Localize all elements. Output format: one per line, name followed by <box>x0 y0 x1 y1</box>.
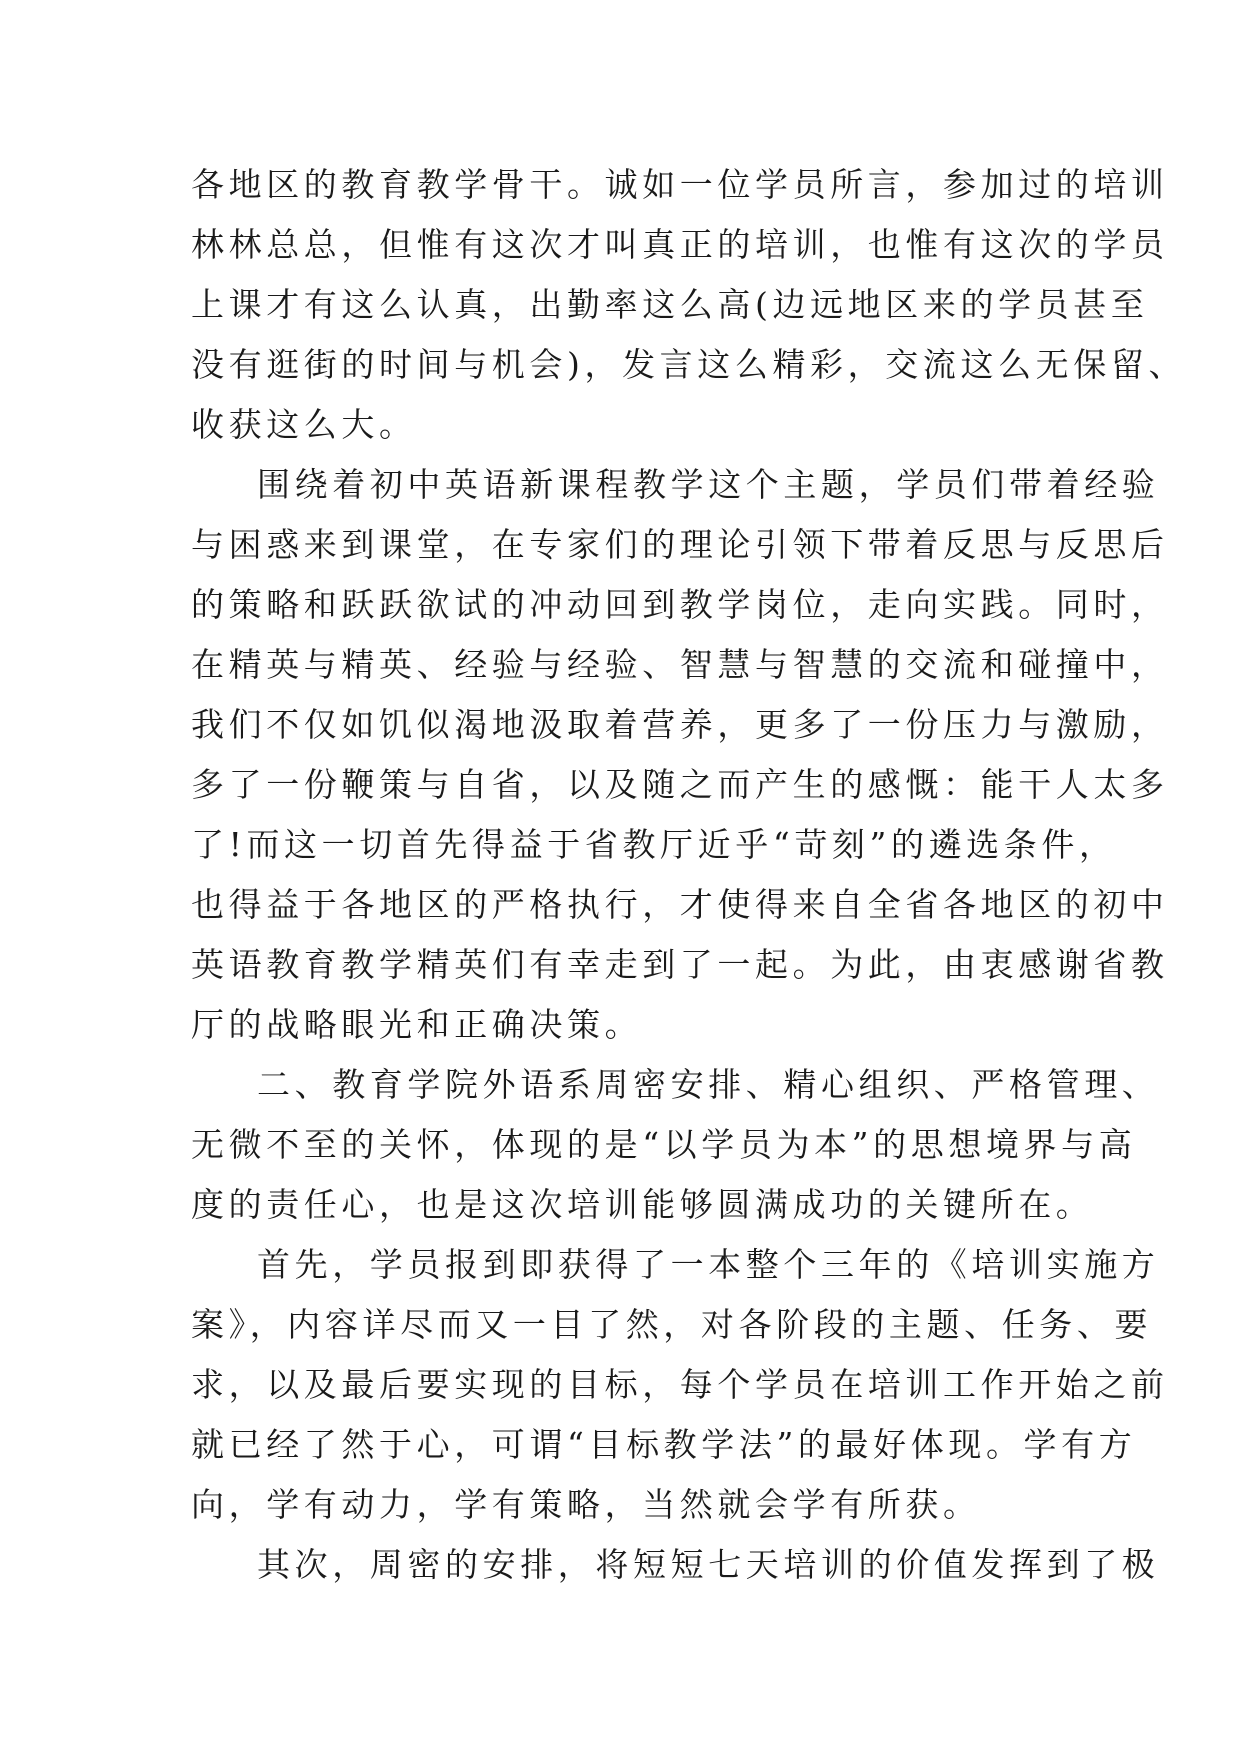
text-line: 英语教育教学精英们有幸走到了一起。为此，由衷感谢省教 <box>191 945 1169 984</box>
text-line: 也得益于各地区的严格执行，才使得来自全省各地区的初中 <box>191 885 1169 924</box>
text-line: 的策略和跃跃欲试的冲动回到教学岗位，走向实践。同时， <box>191 585 1169 624</box>
text-line: 无微不至的关怀，体现的是“以学员为本”的思想境界与高 <box>191 1125 1137 1164</box>
text-line: 求，以及最后要实现的目标，每个学员在培训工作开始之前 <box>191 1365 1169 1404</box>
text-line: 围绕着初中英语新课程教学这个主题，学员们带着经验 <box>257 465 1160 504</box>
text-line: 案》，内容详尽而又一目了然，对各阶段的主题、任务、要 <box>191 1305 1153 1344</box>
body-text <box>191 155 1187 1595</box>
text-line: 与困惑来到课堂，在专家们的理论引领下带着反思与反思后 <box>191 525 1169 564</box>
text-line: 收获这么大。 <box>191 405 417 444</box>
text-line: 度的责任心，也是这次培训能够圆满成功的关键所在。 <box>191 1185 1094 1224</box>
text-line: 首先，学员报到即获得了一本整个三年的《培训实施方 <box>257 1245 1160 1284</box>
text-line: 向，学有动力，学有策略，当然就会学有所获。 <box>191 1485 981 1524</box>
text-line: 林林总总，但惟有这次才叫真正的培训，也惟有这次的学员 <box>191 225 1169 264</box>
text-line: 我们不仅如饥似渴地汲取着营养，更多了一份压力与激励， <box>191 705 1169 744</box>
text-line: 了!而这一切首先得益于省教厅近乎“苛刻”的遴选条件， <box>191 825 1117 864</box>
text-line: 就已经了然于心，可谓“目标教学法”的最好体现。学有方 <box>191 1425 1137 1464</box>
text-line: 厅的战略眼光和正确决策。 <box>191 1005 643 1044</box>
text-line: 上课才有这么认真，出勤率这么高(边远地区来的学员甚至 <box>191 285 1149 324</box>
text-line: 没有逛街的时间与机会)，发言这么精彩，交流这么无保留、 <box>191 345 1187 384</box>
text-line: 在精英与精英、经验与经验、智慧与智慧的交流和碰撞中， <box>191 645 1169 684</box>
text-line: 各地区的教育教学骨干。诚如一位学员所言，参加过的培训 <box>191 165 1169 204</box>
text-line: 多了一份鞭策与自省，以及随之而产生的感慨：能干人太多 <box>191 765 1169 804</box>
text-line: 二、教育学院外语系周密安排、精心组织、严格管理、 <box>257 1065 1160 1104</box>
text-line: 其次，周密的安排，将短短七天培训的价值发挥到了极 <box>257 1545 1160 1584</box>
